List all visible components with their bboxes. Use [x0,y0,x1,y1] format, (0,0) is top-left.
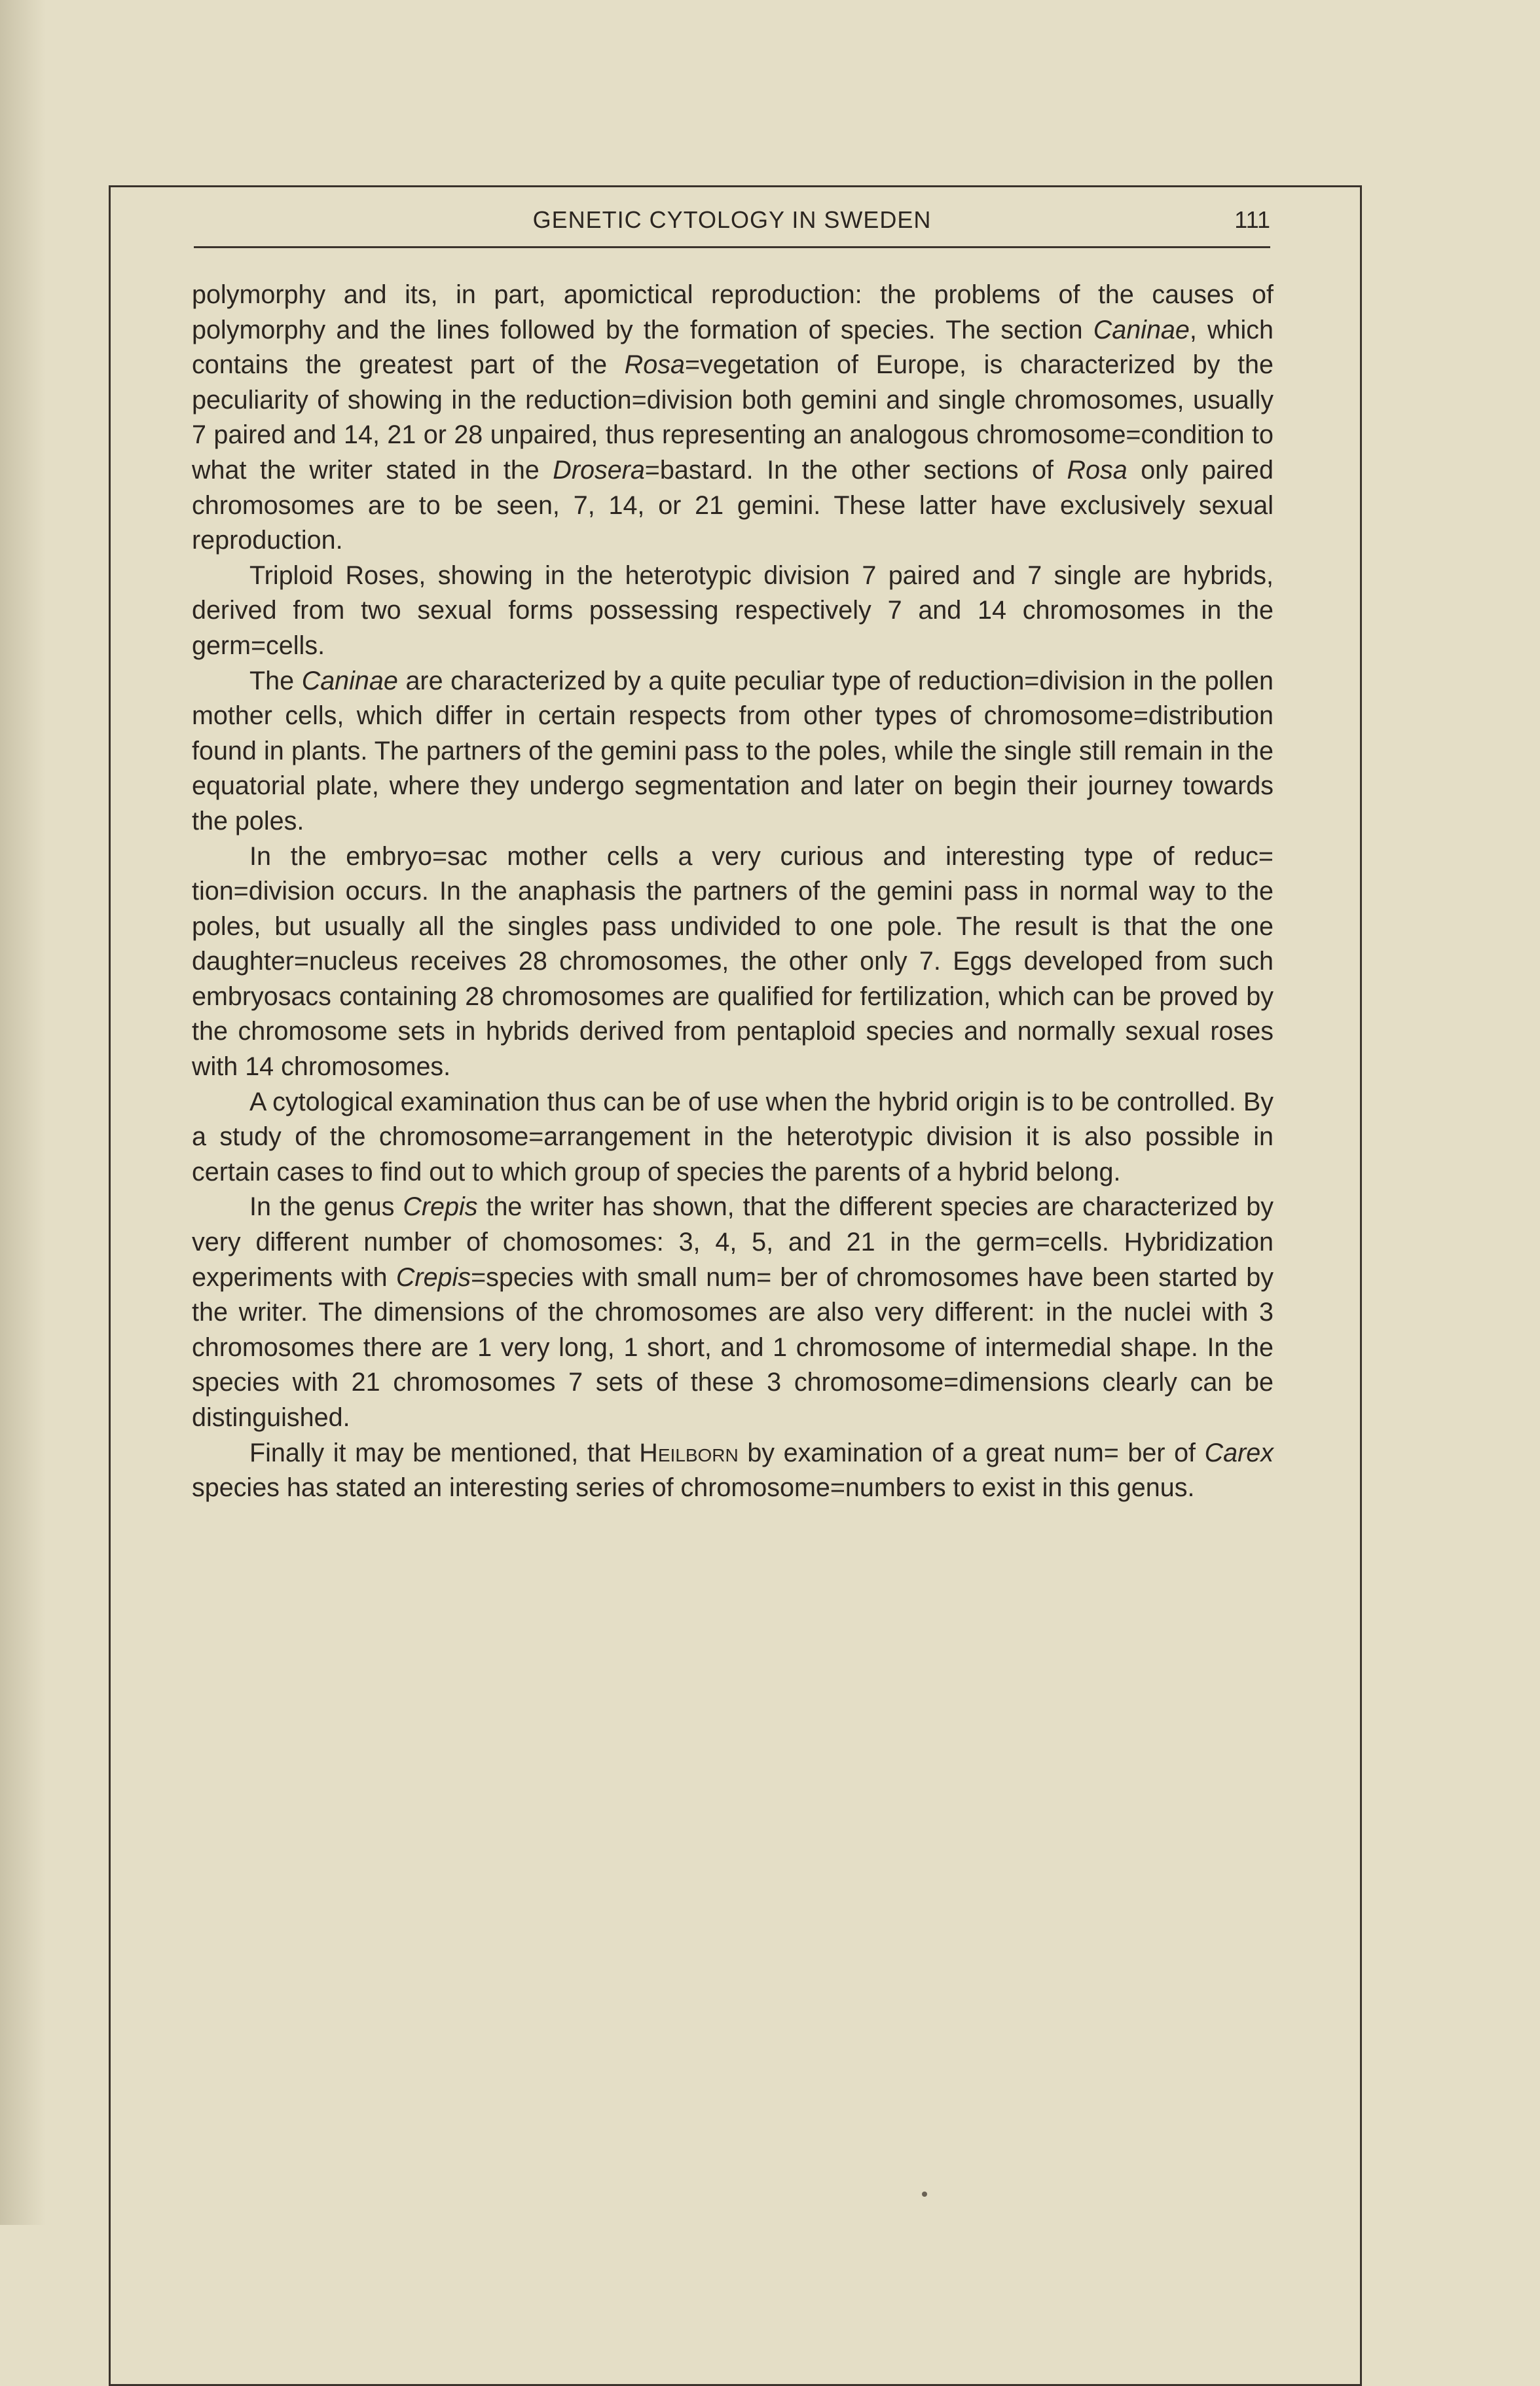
italic-text: Crepis [395,1262,471,1292]
text-run: A cytological examination thus can be of use when the hybrid origin is to be controlled. By a study of the chromosome=arrangement in the heterotypic division it is also possible in certain cases to find out to which group of species the parents of a hybrid belong. [192,1087,1274,1186]
paragraph [192,559,1274,664]
paragraph [192,664,1274,839]
text-run: =bastard. In the other sections of [644,455,1067,485]
text-run: Triploid Roses, showing in the heterotypic division 7 paired and 7 single are hybrids, derived from two sexual forms possessing respectively 7 and 14 chromosomes in the germ=cells. [192,560,1274,660]
text-run: only paired chromosomes are to be seen, 7, 14, or 21 gemini. These latter have exclusively sexual reproduction. [192,455,1274,555]
text-run: Finally it may be mentioned, that [249,1438,640,1467]
italic-text: Drosera [553,455,645,485]
body-text [192,278,1274,1506]
paper-speck [922,2192,927,2197]
italic-text: Rosa [1067,455,1128,485]
small-caps-text: Heilborn [639,1438,739,1467]
paragraph [192,278,1274,559]
text-run: polymorphy and its, in part, apomictical reproduction: the problems of the causes of polymorphy and the lines followed by the formation of species. The section [192,280,1274,344]
italic-text: Rosa [624,350,685,380]
paragraph [192,839,1274,1085]
paragraph [192,1190,1274,1435]
italic-text: Caninae [301,666,398,695]
italic-text: Caninae [1093,315,1190,344]
page-edge-shadow [0,0,46,2225]
text-run: =species with small num= ber of chromosomes have been started by the writer. The dimensions of the chromosomes are also very different: in the nuclei with 3 chromosomes there are 1 very long, 1 short, and 1 chromosome of intermedial shape. In the species with 21 chromosomes 7 sets of these 3 chromosome=dimensions clearly can be distinguished. [192,1262,1274,1432]
text-run: by examination of a great num= ber of [738,1438,1205,1467]
text-run: , which contains the greatest part of the [192,315,1274,380]
running-header [194,202,1270,238]
text-run: In the genus [249,1192,403,1222]
header-rule [194,246,1270,248]
text-run: The [249,666,302,695]
paragraph [192,1085,1274,1190]
italic-text: Crepis [403,1192,478,1222]
text-run: =vegetation of Europe, is characterized by the peculiarity of showing in the reduction=division both gemini and single chromosomes, usually 7 paired and 14, 21 or 28 unpaired, thus representing an analogous chromosome=condition to what the writer stated in the [192,350,1274,485]
running-head-title: GENETIC CYTOLOGY IN SWEDEN [532,206,932,233]
italic-text: Carex [1204,1438,1274,1467]
page-number: 111 [1234,206,1270,233]
text-run: species has stated an interesting series of chromosome=numbers to exist in this genus. [192,1473,1195,1503]
paragraph [192,1436,1274,1506]
text-run: the writer has shown, that the different species are characterized by very different number of chomosomes: 3, 4, 5, and 21 in the germ=cells. Hybridization experiments with [192,1192,1274,1292]
text-run: In the embryo=sac mother cells a very curious and interesting type of reduc= tion=division occurs. In the anaphasis the partners of the gemini pass in normal way to the poles, but usually all the singles pass undivided to one pole. The result is that the one daughter=nucleus receives 28 chromosomes, the other only 7. Eggs developed from such embryosacs containing 28 chromosomes are qualified for fertilization, which can be proved by the chromosome sets in hybrids derived from pentaploid species and normally sexual roses with 14 chromosomes. [192,841,1274,1082]
text-run: are characterized by a quite peculiar type of reduction=division in the pollen mother cells, which differ in certain respects from other types of chromosome=distribution found in plants. The partners of the gemini pass to the poles, while the single still remain in the equatorial plate, where they undergo segmentation and later on begin their journey towards the poles. [192,666,1274,835]
